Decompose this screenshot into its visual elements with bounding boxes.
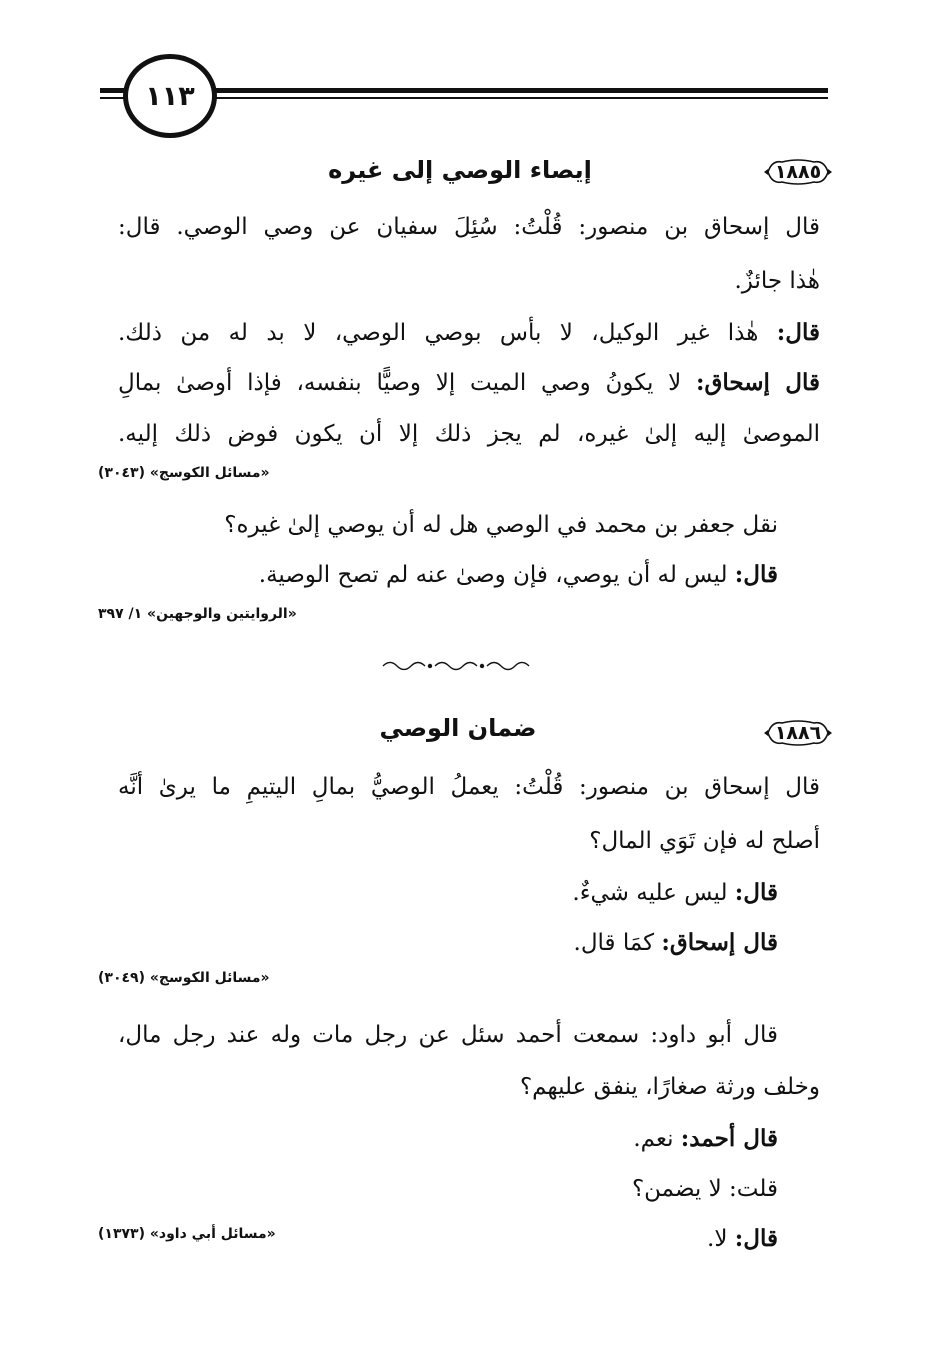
text-line xyxy=(118,419,820,449)
line-text: قال إسحاق بن منصور: قُلْتُ: يعملُ الوصيُّ بمالِ اليتيمِ ما يرىٰ أنَّه xyxy=(118,774,820,800)
text-line xyxy=(572,878,778,908)
line-text: قال إسحاق بن منصور: قُلْتُ: سُئِلَ سفيان عن وصي الوصي. قال: xyxy=(118,214,820,240)
text-line xyxy=(118,368,820,398)
line-text: نقل جعفر بن محمد في الوصي هل له أن يوصي إلىٰ غيره؟ xyxy=(224,512,778,538)
source-reference: «مسائل أبي داود» (١٣٧٣) xyxy=(98,1226,276,1242)
entry-number-badge xyxy=(762,157,834,187)
page-number xyxy=(123,54,217,138)
line-text: ليس عليه شيءٌ. xyxy=(572,880,728,906)
speaker-label: قال: xyxy=(734,879,778,906)
speaker-label: قال: xyxy=(734,561,778,588)
line-text: هٰذا جائزٌ. xyxy=(734,268,820,294)
text-line xyxy=(118,1020,778,1050)
speaker-label: قال: xyxy=(734,1225,778,1252)
section-divider-ornament xyxy=(378,658,538,674)
line-text: كمَا قال. xyxy=(573,930,655,956)
text-line xyxy=(632,1174,778,1204)
line-text: نعم. xyxy=(633,1126,674,1152)
text-line xyxy=(589,826,820,856)
source-reference: «مسائل الكوسج» (٣٠٤٩) xyxy=(98,970,270,986)
speaker-label: قال أحمد: xyxy=(680,1125,778,1152)
text-line xyxy=(574,928,778,958)
text-line xyxy=(118,212,820,242)
text-line xyxy=(118,318,820,348)
text-line xyxy=(259,560,778,590)
line-text: لا يكونُ وصي الميت إلا وصيًّا بنفسه، فإذا أوصىٰ بمالِ xyxy=(118,370,682,396)
text-line xyxy=(520,1072,820,1102)
line-text: الموصىٰ إليه إلىٰ غيره، لم يجز ذلك إلا أن يكون فوض ذلك إليه. xyxy=(118,421,820,447)
text-line xyxy=(734,266,820,296)
source-reference: «الروايتين والوجهين» ١/ ٣٩٧ xyxy=(98,606,297,622)
text-line xyxy=(633,1124,778,1154)
ornament-icon xyxy=(378,658,538,674)
text-line xyxy=(224,510,778,540)
line-text: قلت: لا يضمن؟ xyxy=(631,1176,778,1202)
line-text: أصلح له فإن تَوَي المال؟ xyxy=(589,828,820,854)
entry-number: ١٨٨٦ xyxy=(774,722,822,744)
line-text: وخلف ورثة صغارًا، ينفق عليهم؟ xyxy=(519,1074,820,1100)
entry-number: ١٨٨٥ xyxy=(774,161,822,183)
text-line xyxy=(118,772,820,802)
page-number-text: ١١٣ xyxy=(145,80,195,112)
source-reference: «مسائل الكوسج» (٣٠٤٣) xyxy=(98,465,270,481)
entry-number-badge xyxy=(762,718,834,748)
speaker-label: قال إسحاق: xyxy=(661,929,778,956)
speaker-label: قال إسحاق: xyxy=(696,369,820,396)
line-text: ليس له أن يوصي، فإن وصىٰ عنه لم تصح الوصية. xyxy=(258,562,728,588)
line-text: لا. xyxy=(707,1226,728,1252)
section-title: إيصاء الوصي إلى غيره xyxy=(328,156,592,184)
speaker-label: قال: xyxy=(776,319,820,346)
section-title: ضمان الوصي xyxy=(379,714,537,742)
line-text: قال أبو داود: سمعت أحمد سئل عن رجل مات وله عند رجل مال، xyxy=(118,1022,778,1048)
text-line xyxy=(707,1224,778,1254)
line-text: هٰذا غير الوكيل، لا بأس بوصي الوصي، لا بد له من ذلك. xyxy=(118,320,759,346)
